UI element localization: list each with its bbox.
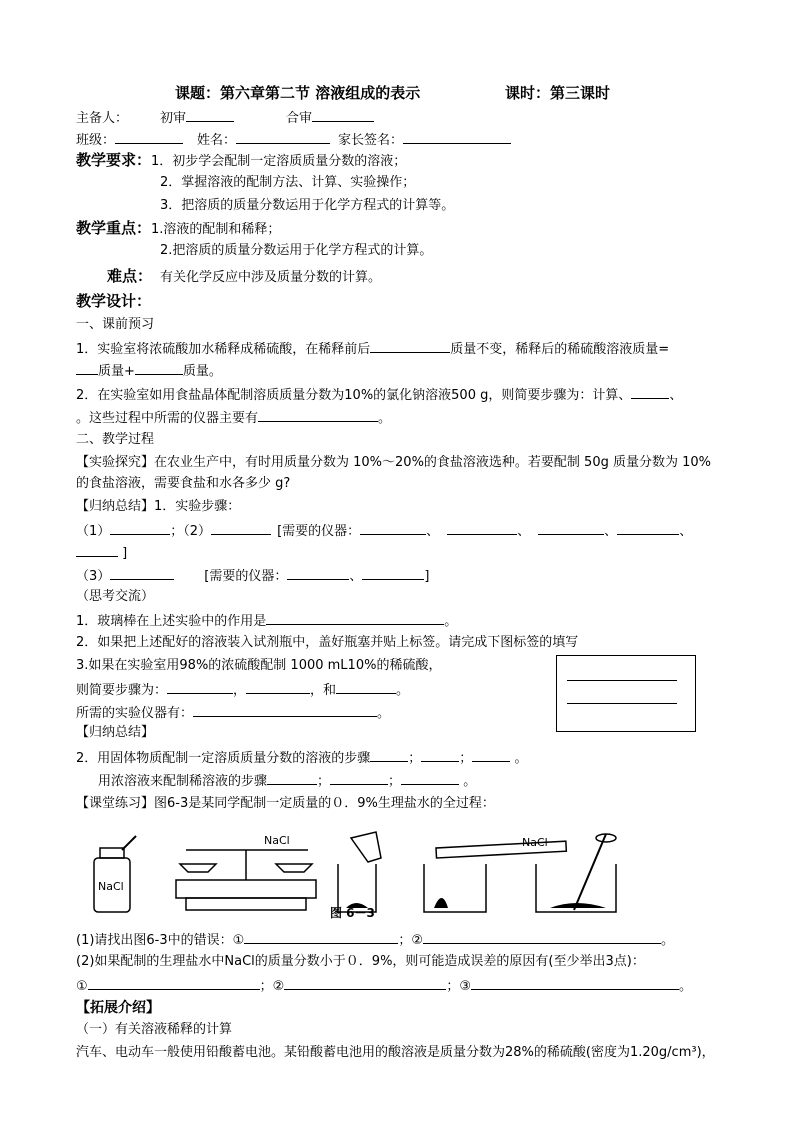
- difficulty-text: 有关化学反应中涉及质量分数的计算。: [160, 270, 382, 285]
- nacl-bottle-label: NaCl: [98, 880, 124, 893]
- think-q3-instr: [76, 703, 390, 723]
- spatula: [122, 836, 136, 850]
- preview-heading: 一、课前预习: [76, 317, 155, 332]
- answer-blank[interactable]: [266, 611, 444, 625]
- answer-blank[interactable]: [287, 566, 349, 580]
- requirements-line-1: [76, 151, 406, 171]
- q-text: 用浓溶液来配制稀溶液的步骤: [98, 774, 268, 789]
- q-text: ；②: [259, 979, 285, 994]
- preview-q2-cont: [76, 408, 391, 428]
- q-text: 则简要步骤为：: [76, 683, 168, 698]
- q-text: 所需的实验仪器有：: [76, 706, 194, 721]
- explore-line-1: 【实验探究】在农业生产中，有时用质量分数为 10%～20%的食盐溶液选种。若要配制 50g 质量分数为 10%: [76, 455, 712, 470]
- answer-blank[interactable]: [362, 566, 424, 580]
- nacl-cylinder-label: NaCl: [522, 836, 548, 849]
- label-line: [567, 703, 677, 704]
- bracket: ]: [122, 546, 128, 561]
- q-text: 质量。: [182, 364, 222, 379]
- step-label: ；（2）: [170, 524, 212, 539]
- requirement-item: 2．掌握溶液的配制方法、计算、实验操作；: [160, 175, 416, 190]
- reagent-label-box[interactable]: [556, 655, 696, 732]
- balance-foot: [186, 898, 306, 910]
- q-text: 质量不变，稀释后的稀硫酸溶液质量=: [450, 342, 670, 357]
- q-text: 质量+: [98, 364, 135, 379]
- sep: 、: [349, 569, 363, 584]
- answer-blank[interactable]: [401, 771, 459, 785]
- summary2-q1: [76, 748, 527, 768]
- lesson-topic: 课题：第六章第二节 溶液组成的表示: [175, 84, 421, 102]
- sep: 。: [463, 774, 477, 789]
- q-text: ，和: [310, 683, 337, 698]
- q-text: 。: [378, 411, 392, 426]
- extension-text: 汽车、电动车一般使用铅酸蓄电池。某铅酸蓄电池用的酸溶液是质量分数为28%的稀硫酸(密度为1.20g/cm³)，: [76, 1045, 715, 1060]
- sep: 。: [514, 751, 528, 766]
- figure-6-3: [76, 828, 716, 928]
- answer-blank[interactable]: [617, 521, 679, 535]
- step-label: （1）: [76, 524, 111, 539]
- label-line: [567, 680, 677, 681]
- answer-blank[interactable]: [193, 703, 377, 717]
- answer-blank[interactable]: [110, 521, 170, 535]
- answer-blank[interactable]: [258, 408, 378, 422]
- sep: ；: [388, 774, 402, 789]
- joint-review-field[interactable]: [312, 108, 374, 122]
- parent-sign-label: 家长签名：: [338, 133, 404, 148]
- requirements-heading: 教学要求：: [76, 151, 152, 169]
- joint-review-label: 合审: [286, 111, 313, 126]
- name-label: 姓名：: [197, 133, 237, 148]
- preview-q1-cont: [76, 361, 222, 381]
- answer-blank[interactable]: [421, 748, 459, 762]
- class-label: 班级：: [76, 133, 116, 148]
- q-text: ；③: [446, 979, 471, 994]
- q-text: 2．在实验室如用食盐晶体配制溶质质量分数为10%的氯化钠溶液500 g，则简要步骤为：计算、: [76, 388, 632, 403]
- name-field[interactable]: [236, 130, 330, 144]
- q-text: ①: [76, 979, 88, 994]
- answer-blank[interactable]: [447, 521, 517, 535]
- explore-line-2: 的食盐溶液，需要食盐和水各多少 g?: [76, 476, 291, 491]
- bracket: ]: [424, 569, 430, 584]
- summary2-q2: [98, 771, 476, 791]
- answer-blank[interactable]: [76, 543, 118, 557]
- solution: [550, 903, 606, 908]
- step3-line: [76, 566, 429, 586]
- class-field[interactable]: [115, 130, 183, 144]
- q-text: 。: [444, 614, 458, 629]
- think-heading: （思考交流）: [76, 589, 155, 604]
- answer-blank[interactable]: [472, 748, 510, 762]
- answer-blank[interactable]: [76, 361, 98, 375]
- q-text: 1．玻璃棒在上述实验中的作用是: [76, 614, 267, 629]
- instrument-label: [需要的仪器：: [277, 524, 361, 539]
- answer-blank[interactable]: [244, 930, 398, 944]
- sep: ；: [459, 751, 473, 766]
- steps-line: [76, 521, 692, 541]
- first-review-field[interactable]: [186, 108, 234, 122]
- q-text: 。: [660, 933, 674, 948]
- step-label: （3）: [76, 569, 111, 584]
- beaker-2: [424, 864, 486, 912]
- answer-blank[interactable]: [471, 976, 679, 990]
- sep: ；: [317, 774, 331, 789]
- q-text: 。: [396, 683, 410, 698]
- exercise-q2-answers: [76, 976, 692, 996]
- sep: 、: [679, 524, 693, 539]
- balance-pan-right: [276, 864, 312, 872]
- preparer-label: 主备人：: [76, 111, 129, 126]
- answer-blank[interactable]: [88, 976, 260, 990]
- keypoint-item: 2.把溶质的质量分数运用于化学方程式的计算。: [160, 243, 433, 258]
- glass-rod: [574, 834, 606, 910]
- sep: ；: [408, 751, 422, 766]
- preview-q1: [76, 339, 669, 359]
- figure-caption: 图 6－3: [330, 906, 375, 920]
- sep: 、: [604, 524, 618, 539]
- first-review-label: 初审: [160, 111, 187, 126]
- answer-blank[interactable]: [423, 930, 661, 944]
- q-text: 2．用固体物质配制一定溶质质量分数的溶液的步骤: [76, 751, 371, 766]
- difficulty-heading: 难点：: [107, 267, 153, 285]
- answer-blank[interactable]: [330, 771, 388, 785]
- lesson-period: 课时：第三课时: [505, 84, 611, 102]
- answer-blank[interactable]: [370, 748, 408, 762]
- answer-blank[interactable]: [631, 385, 669, 399]
- answer-blank[interactable]: [370, 339, 450, 353]
- think-q3-steps: 则简要步骤为： ， ，和 。: [76, 680, 409, 700]
- keypoints-line-1: [76, 219, 280, 239]
- prep-line: [76, 108, 374, 128]
- answer-blank[interactable]: [538, 521, 604, 535]
- instrument-label: [需要的仪器：: [204, 569, 288, 584]
- think-q2: 2．如果把上述配好的溶液装入试剂瓶中，盖好瓶塞并贴上标签。请完成下图标签的填写: [76, 635, 579, 650]
- design-heading: 教学设计：: [76, 292, 152, 310]
- q-text: 。: [678, 979, 692, 994]
- extension-sub: （一）有关溶液稀释的计算: [76, 1022, 233, 1037]
- answer-blank[interactable]: [284, 976, 446, 990]
- answer-blank[interactable]: [336, 680, 396, 694]
- nacl-balance-label: NaCl: [264, 834, 290, 847]
- bottle-neck: [100, 848, 124, 858]
- requirement-item: 1．初步学会配制一定溶质质量分数的溶液；: [151, 154, 407, 169]
- exercise-q1: [76, 930, 674, 950]
- sep: 、: [517, 524, 531, 539]
- answer-blank[interactable]: [110, 566, 174, 580]
- exercise-heading: 【课堂练习】图6-3是某同学配制一定质量的０．9%生理盐水的全过程：: [76, 796, 495, 811]
- sep: 、: [426, 524, 440, 539]
- q-text: 。: [377, 706, 391, 721]
- q-text: 。这些过程中所需的仪器主要有: [76, 411, 259, 426]
- steps-line-cont: [76, 543, 127, 563]
- balance-base: [176, 880, 316, 898]
- preview-q2: 2．在实验室如用食盐晶体配制溶质质量分数为10%的氯化钠溶液500 g，则简要步骤为：计算、 、: [76, 385, 682, 405]
- answer-blank[interactable]: [246, 680, 310, 694]
- q-text: 1．实验室将浓硫酸加水稀释成稀硫酸，在稀释前后: [76, 342, 371, 357]
- requirement-item: 3．把溶质的质量分数运用于化学方程式的计算等。: [160, 198, 455, 213]
- parent-sign-field[interactable]: [403, 130, 511, 144]
- answer-blank[interactable]: [135, 361, 183, 375]
- q-text: ；②: [398, 933, 423, 948]
- think-q1: [76, 611, 457, 631]
- solid-in-beaker: [434, 898, 448, 908]
- process-heading: 二、教学过程: [76, 432, 155, 447]
- keypoint-item: 1.溶液的配制和稀释；: [151, 222, 281, 237]
- difficulty-line: [107, 267, 381, 287]
- think-q3: 3.如果在实验室用98%的浓硫酸配制 1000 mL10%的稀硫酸，: [76, 658, 442, 673]
- answer-blank[interactable]: [167, 680, 233, 694]
- pouring-paper: [351, 832, 381, 862]
- answer-blank[interactable]: [360, 521, 426, 535]
- keypoints-heading: 教学重点：: [76, 219, 152, 237]
- exercise-q2: (2)如果配制的生理盐水中NaCl的质量分数小于０．9%，则可能造成误差的原因有(至少举出3点)：: [76, 954, 645, 969]
- summary-heading: 【归纳总结】1．实验步骤：: [76, 499, 241, 514]
- student-line: [76, 130, 511, 150]
- extension-heading: 【拓展介绍】: [76, 1000, 160, 1016]
- answer-blank[interactable]: [267, 771, 317, 785]
- balance-pan-left: [180, 864, 216, 872]
- q-text: (1)请找出图6-3中的错误：①: [76, 933, 245, 948]
- answer-blank[interactable]: [211, 521, 271, 535]
- summary2-heading: 【归纳总结】: [76, 725, 155, 740]
